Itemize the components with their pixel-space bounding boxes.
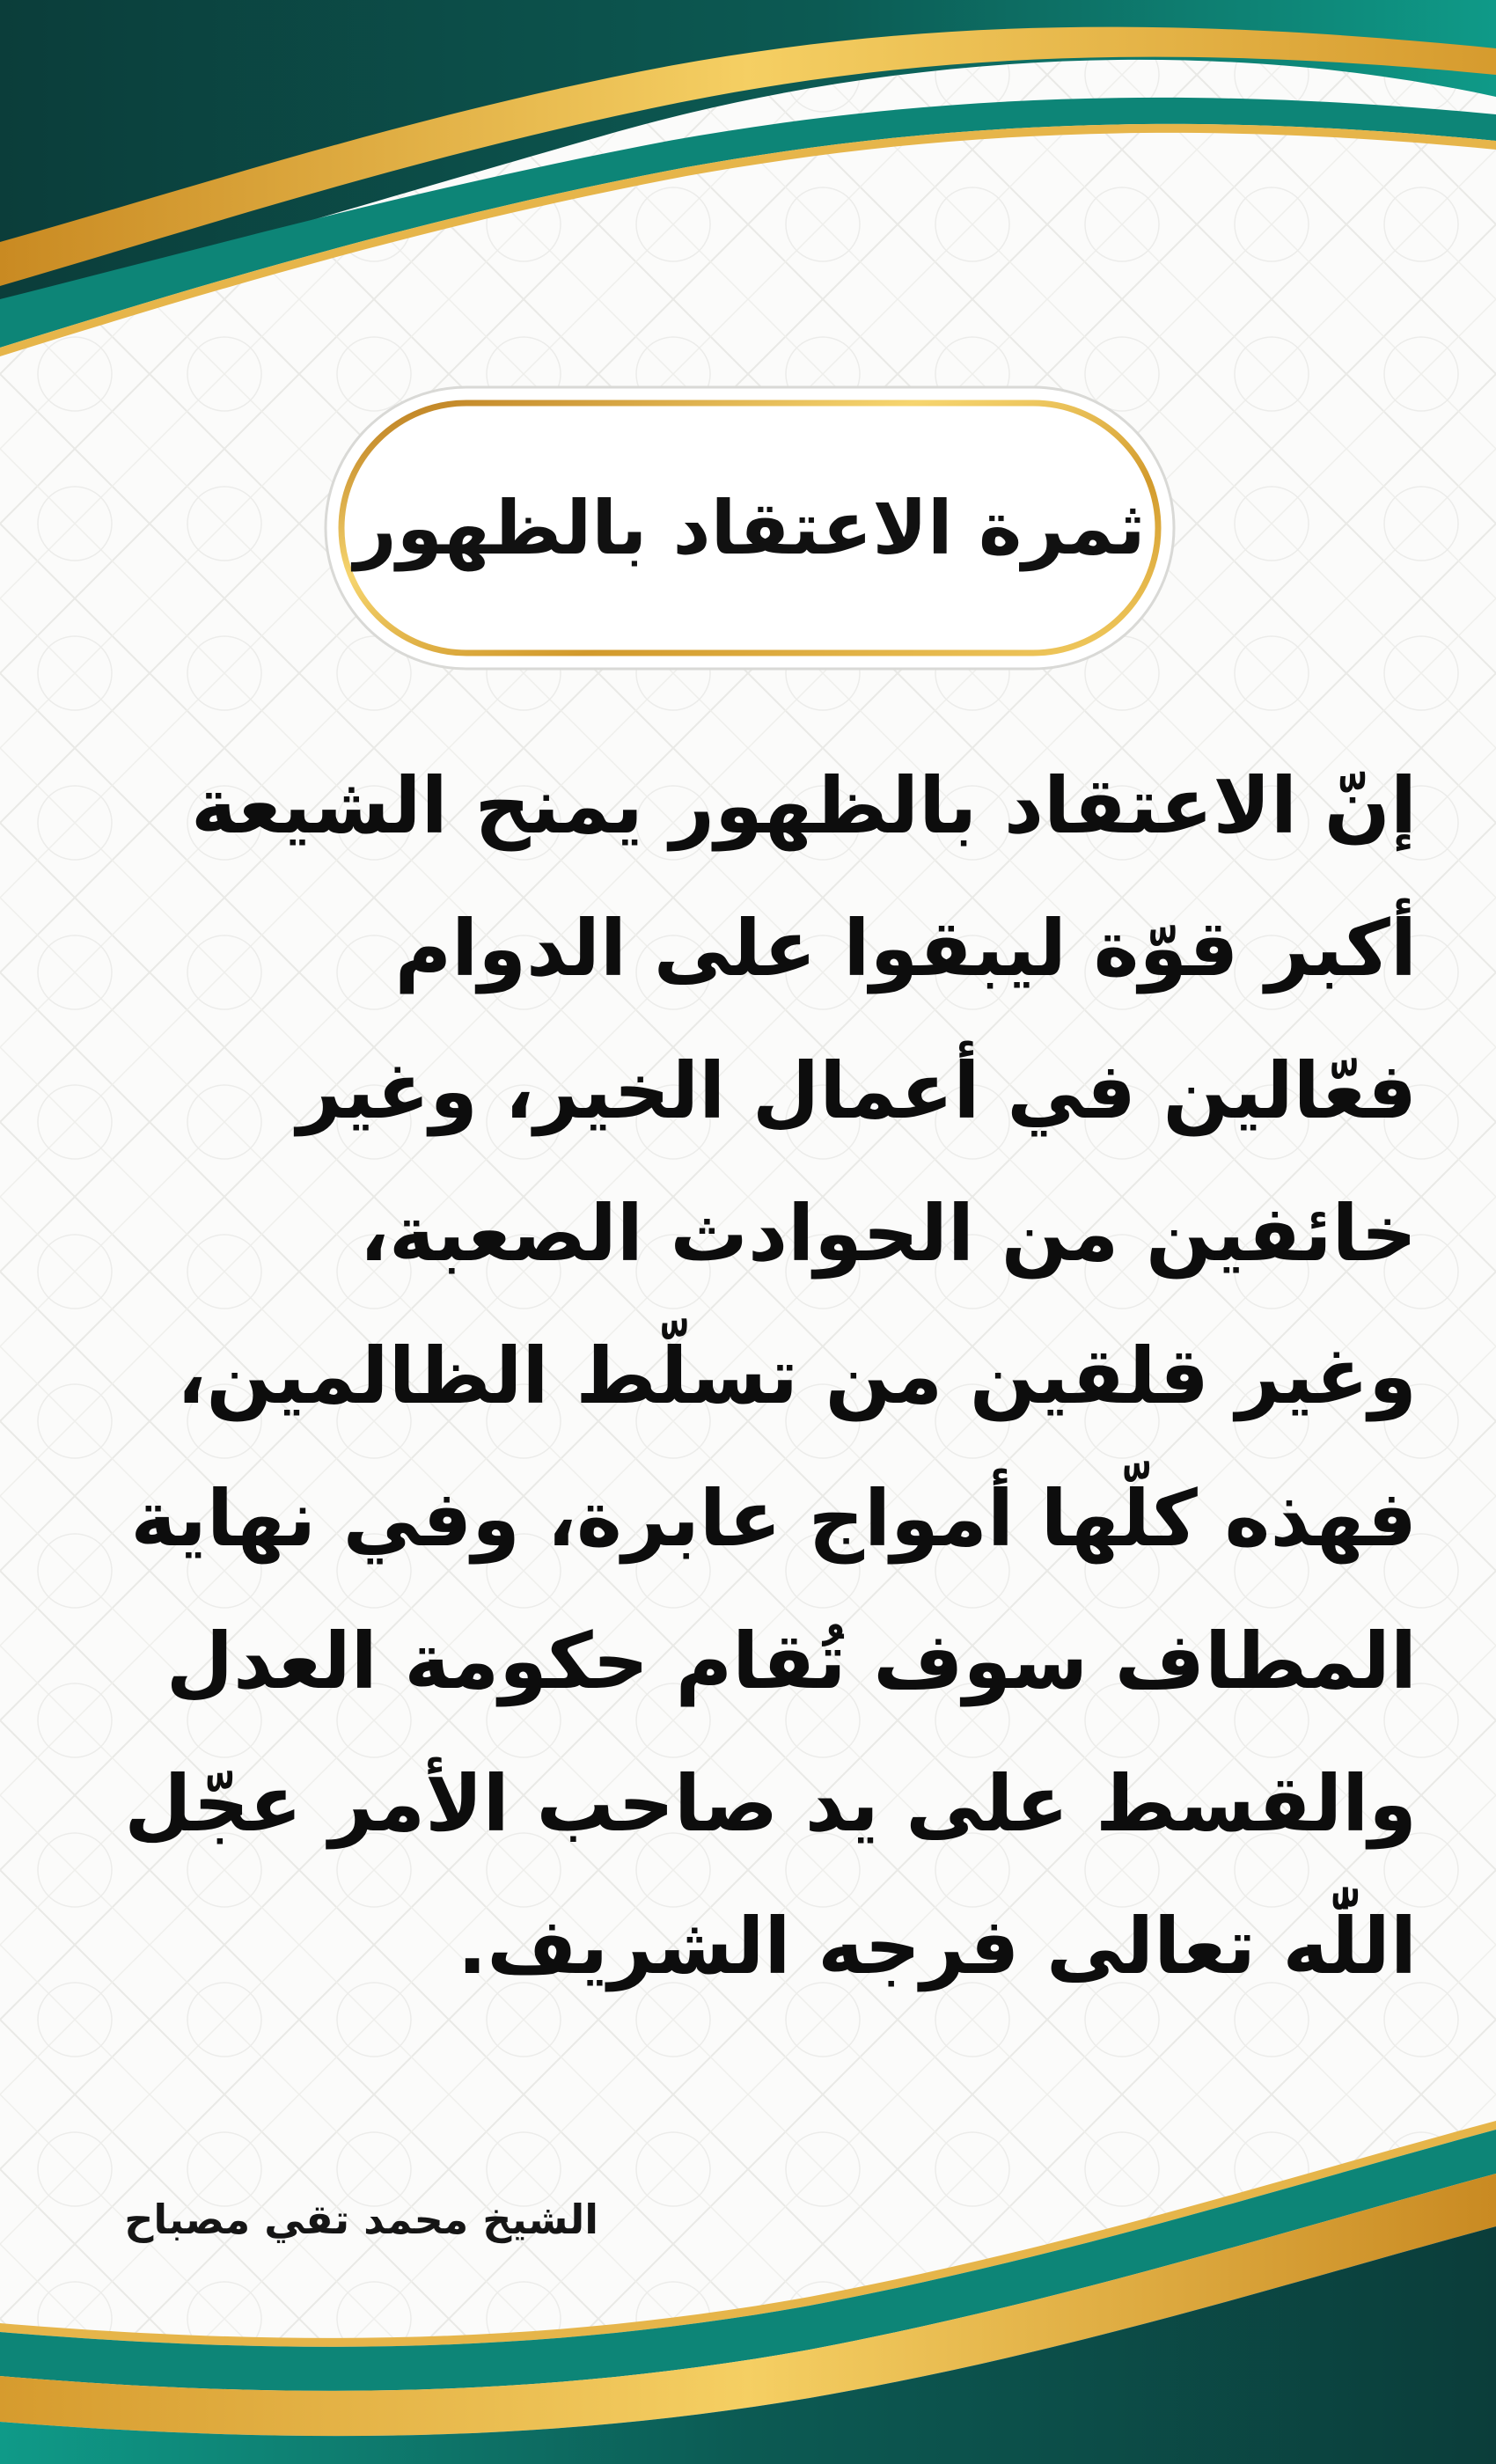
quote-body — [62, 735, 1417, 2018]
quote-line: المطاف سوف تُقام حكومة العدل — [165, 1616, 1417, 1706]
top-wave-decoration — [0, 0, 1496, 370]
quote-line: اللّٰه تعالى فرجه الشريف. — [457, 1901, 1417, 1991]
quote-line: فهذه كلّها أمواج عابرة، وفي نهاية — [130, 1473, 1417, 1564]
quote-line: فعّالين في أعمال الخير، وغير — [297, 1045, 1417, 1136]
bottom-wave-decoration — [0, 2094, 1496, 2464]
quote-line: خائفين من الحوادث الصعبة، — [359, 1188, 1417, 1279]
quote-line: وغير قلقين من تسلّط الظالمين، — [177, 1331, 1417, 1421]
author-attribution: الشيخ محمد تقي مصباح — [124, 2196, 598, 2243]
quote-line: إنّ الاعتقاد بالظهور يمنح الشيعة — [191, 760, 1417, 851]
page-title: ثمرة الاعتقاد بالظهور — [354, 485, 1146, 571]
quote-line: أكبر قوّة ليبقوا على الدوام — [394, 903, 1417, 994]
quote-line: والقسط على يد صاحب الأمر عجّل — [124, 1758, 1417, 1849]
